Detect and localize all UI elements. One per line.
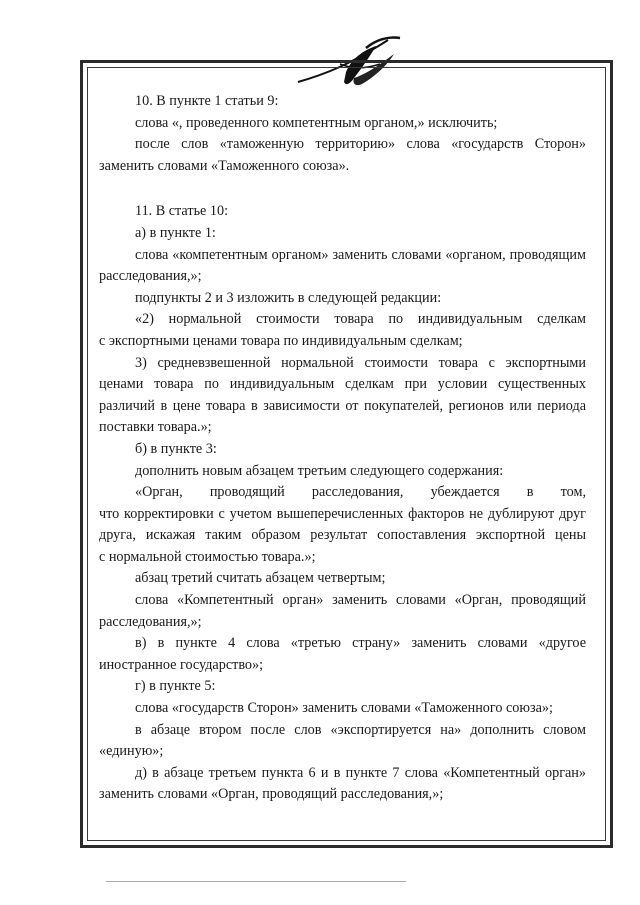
text-line: после слов «таможенную территорию» слова «государств Сторон» [135, 136, 586, 153]
document-body [99, 91, 586, 806]
text-line: иностранное государство»; [99, 656, 264, 673]
text-line: 3) средневзвешенной нормальной стоимости товара с экспортными [135, 354, 586, 371]
text-line: «2) нормальной стоимости товара по индивидуальным сделкам [135, 311, 586, 328]
text-line: в абзаце втором после слов «экспортируется на» дополнить словом [135, 721, 586, 738]
text-line: подпункты 2 и 3 изложить в следующей редакции: [135, 289, 442, 306]
text-line: друга, искажая таким образом результат сопоставления экспортной цены [99, 527, 586, 544]
text-line: г) в пункте 5: [135, 678, 216, 695]
text-line: д) в абзаце третьем пункта 6 и в пункте 7 слова «Компетентный орган» [135, 764, 586, 781]
text-line: с экспортными ценами товара по индивидуальным сделкам; [99, 332, 463, 349]
text-line: абзац третий считать абзацем четвертым; [135, 570, 386, 587]
text-line: поставки товара.»; [99, 419, 212, 436]
text-line: слова «компетентным органом» заменить словами «органом, проводящим [135, 246, 586, 263]
text-line: б) в пункте 3: [135, 440, 217, 457]
paragraph-gap [99, 177, 586, 201]
text-line: «единую»; [99, 743, 164, 760]
text-line: слова «, проведенного компетентным органом,» исключить; [135, 114, 498, 131]
text-line: дополнить новым абзацем третьим следующего содержания: [135, 462, 504, 479]
page-bottom-rule [106, 881, 406, 882]
text-line: расследования,»; [99, 268, 202, 285]
text-line: расследования,»; [99, 613, 202, 630]
text-line: с нормальной стоимостью товара.»; [99, 548, 316, 565]
text-line: слова «Компетентный орган» заменить словами «Орган, проводящий [135, 592, 586, 609]
text-line: заменить словами «Таможенного союза». [99, 157, 350, 174]
text-line: слова «государств Сторон» заменить словами «Таможенного союза»; [135, 700, 553, 717]
text-line: различий в цене товара в зависимости от покупателей, регионов или периода [99, 397, 586, 414]
text-line: ценами товара по индивидуальным сделкам при условии существенных [99, 376, 586, 393]
text-line: а) в пункте 1: [135, 224, 216, 241]
text-line: 10. В пункте 1 статьи 9: [135, 93, 279, 109]
text-line: заменить словами «Орган, проводящий расследования,»; [99, 786, 444, 803]
text-line: что корректировки с учетом вышеперечисленных факторов не дублируют друг [99, 505, 586, 522]
text-line: «Орган, проводящий расследования, убеждается в том, [135, 484, 586, 501]
text-line: 11. В статье 10: [135, 203, 229, 220]
text-line: в) в пункте 4 слова «третью страну» заменить словами «другое [135, 635, 586, 652]
